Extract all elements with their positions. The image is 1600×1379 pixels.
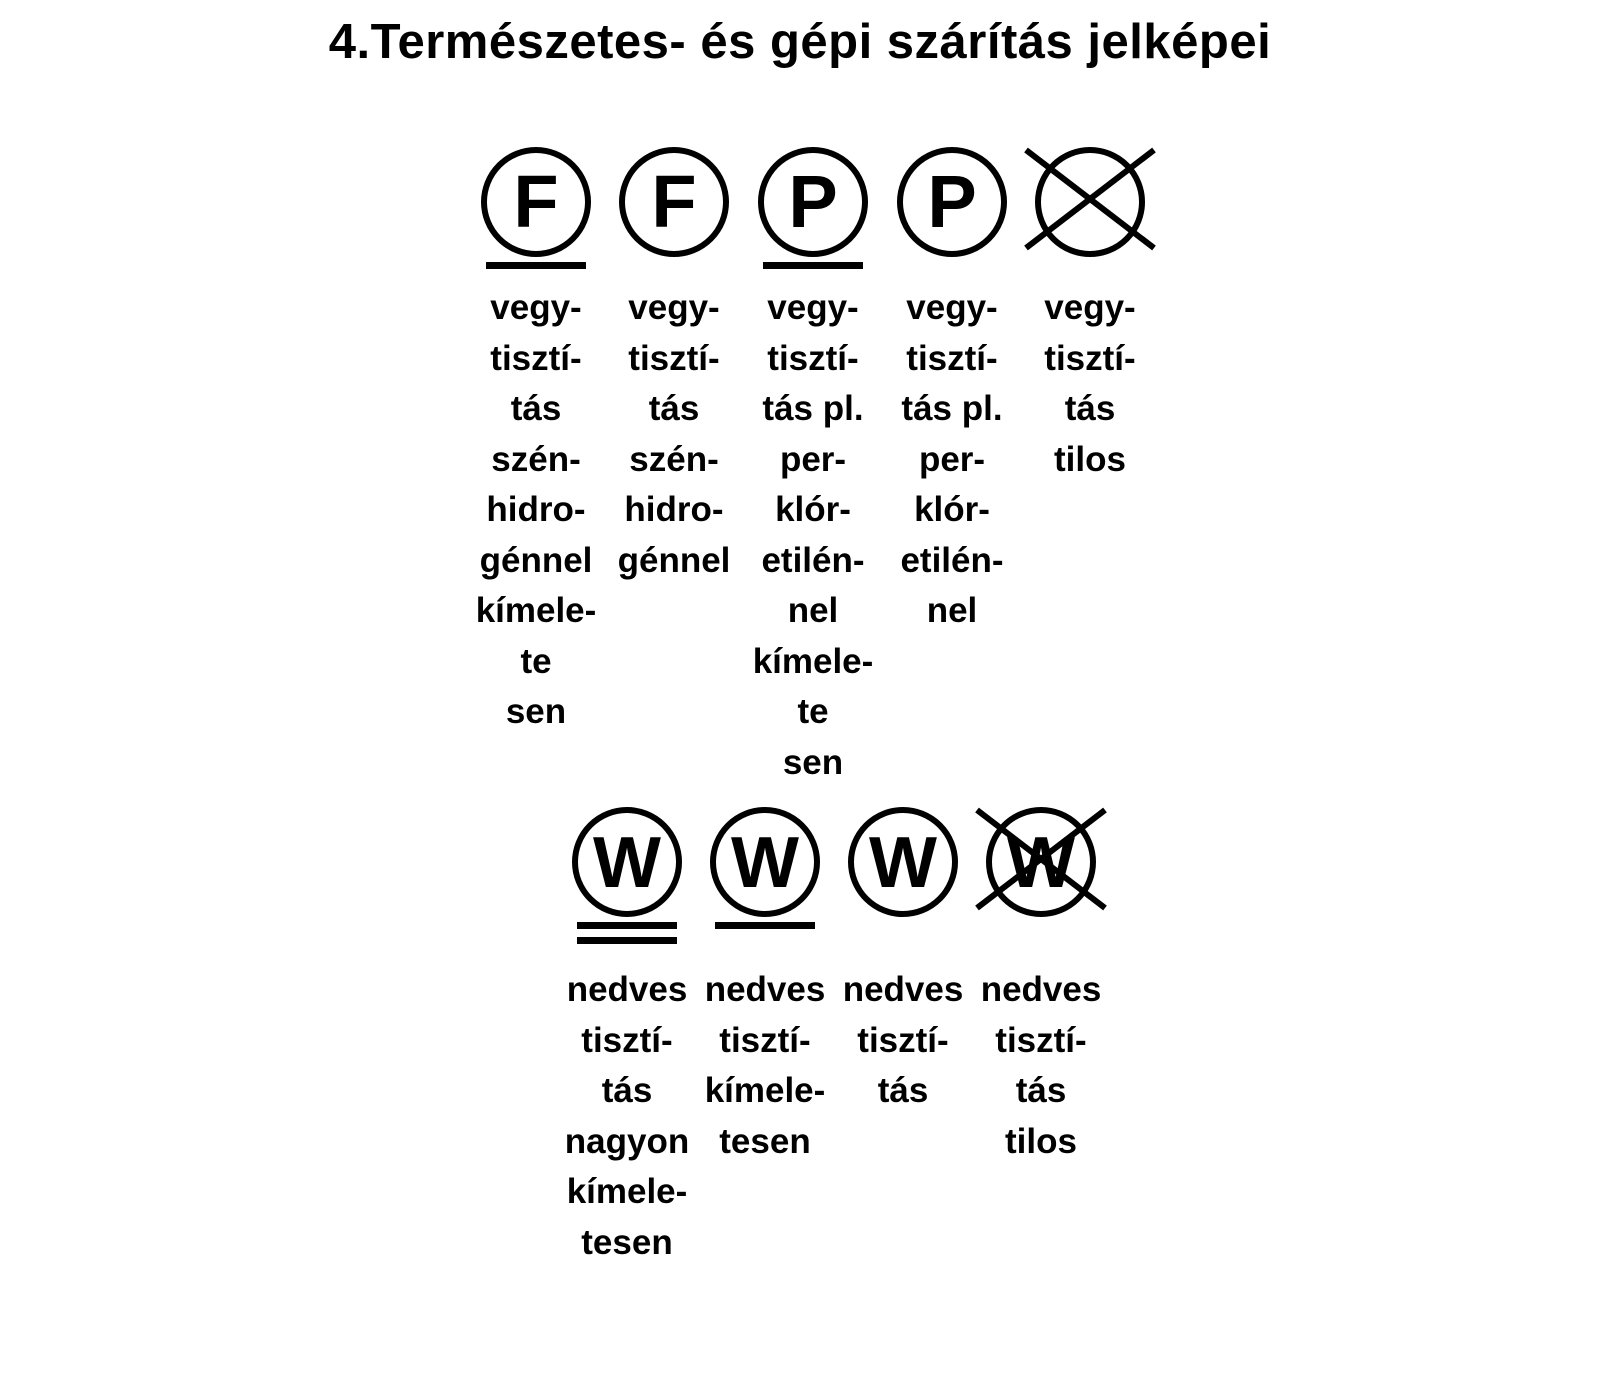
wet-clean-very-gentle-icon <box>557 800 697 940</box>
label-line: tás <box>601 1071 653 1110</box>
label-line: vegy- <box>906 288 998 327</box>
label-line: tisztí- <box>719 1020 811 1060</box>
symbol-label <box>599 283 749 586</box>
symbol-letter: F <box>513 160 559 243</box>
label-line: etilén- <box>900 540 1004 580</box>
wet-clean-gentle-icon <box>695 800 835 940</box>
care-symbol <box>695 800 835 940</box>
label-line: tisztí- <box>995 1020 1087 1060</box>
dry-clean-f-icon <box>604 140 744 280</box>
label-line: vegy- <box>628 288 720 327</box>
symbol-label <box>461 283 611 738</box>
care-symbol <box>882 140 1022 280</box>
label-line: te <box>520 641 552 681</box>
label-line: tisztí- <box>628 338 720 378</box>
label-line: tesen <box>581 1222 673 1262</box>
label-line: tesen <box>719 1121 811 1161</box>
symbol-label <box>828 965 978 1117</box>
symbol-label <box>738 283 888 788</box>
care-symbol <box>466 140 606 280</box>
label-line: szén- <box>629 439 719 479</box>
label-line: tás pl. <box>901 389 1003 428</box>
label-line: nedves <box>842 970 964 1009</box>
label-line: hidro- <box>624 490 724 529</box>
label-line: tisztí- <box>1044 338 1136 378</box>
label-line: nel <box>787 591 839 630</box>
label-line: kímele- <box>752 641 874 681</box>
label-line: tilos <box>1054 439 1126 479</box>
label-line: per- <box>779 439 847 479</box>
label-line: nedves <box>566 970 688 1009</box>
care-symbol <box>833 800 973 940</box>
label-line: klór- <box>775 490 851 529</box>
dry-clean-p-icon <box>882 140 1022 280</box>
label-line: klór- <box>914 490 990 529</box>
underline-bar <box>577 937 677 944</box>
label-line: tilos <box>1005 1121 1077 1161</box>
label-line: hidro- <box>486 490 586 529</box>
label-line: tisztí- <box>767 338 859 378</box>
label-line: tás <box>510 389 562 428</box>
symbol-label <box>690 965 840 1167</box>
dry-clean-f-gentle-icon <box>466 140 606 280</box>
label-line: tás <box>648 389 700 428</box>
label-line: tisztí- <box>490 338 582 378</box>
symbol-letter: F <box>651 160 697 243</box>
underline-bar <box>763 262 863 269</box>
label-line: kímele- <box>566 1172 688 1211</box>
symbol-letter: W <box>1007 823 1075 903</box>
label-line: nel <box>926 591 978 630</box>
label-line: tisztí- <box>906 338 998 378</box>
symbol-letter: W <box>731 823 799 903</box>
label-line: etilén- <box>761 540 865 580</box>
symbol-label <box>877 283 1027 637</box>
label-line: tás <box>1064 389 1116 428</box>
do-not-wet-clean-icon <box>971 800 1111 940</box>
label-line: szén- <box>491 439 581 479</box>
label-line: vegy- <box>767 288 859 327</box>
label-line: tisztí- <box>581 1020 673 1060</box>
symbol-label <box>1015 283 1165 485</box>
label-line: nedves <box>980 970 1102 1009</box>
symbol-label <box>552 965 702 1268</box>
label-line: tás <box>1015 1071 1067 1110</box>
symbol-label <box>966 965 1116 1167</box>
label-line: te <box>797 692 829 731</box>
label-line: kímele- <box>704 1071 826 1110</box>
care-symbol <box>971 800 1111 940</box>
label-line: kímele- <box>475 591 597 630</box>
wet-clean-icon <box>833 800 973 940</box>
symbol-letter: P <box>927 160 977 243</box>
underline-bar <box>486 262 586 269</box>
care-symbol <box>743 140 883 280</box>
underline-bar <box>715 922 815 929</box>
label-line: per- <box>918 439 986 479</box>
label-line: vegy- <box>490 288 582 327</box>
label-line: nagyon <box>564 1121 690 1161</box>
label-line: tás pl. <box>762 389 864 428</box>
care-symbol <box>557 800 697 940</box>
underline-bar <box>577 922 677 929</box>
symbol-letter: P <box>788 160 838 243</box>
symbol-letter: W <box>593 823 661 903</box>
care-symbol <box>604 140 744 280</box>
label-line: sen <box>505 692 567 731</box>
care-symbol <box>1020 140 1160 280</box>
label-line: vegy- <box>1044 288 1136 327</box>
do-not-dry-clean-icon <box>1020 140 1160 280</box>
symbol-letter: W <box>869 823 937 903</box>
label-line: tás <box>877 1071 929 1110</box>
label-line: sen <box>782 742 844 782</box>
label-line: génnel <box>617 540 731 580</box>
dry-clean-p-gentle-icon <box>743 140 883 280</box>
label-line: tisztí- <box>857 1020 949 1060</box>
label-line: génnel <box>479 540 593 580</box>
label-line: nedves <box>704 970 826 1009</box>
page-title: 4.Természetes- és gépi szárítás jelképei <box>328 15 1272 69</box>
